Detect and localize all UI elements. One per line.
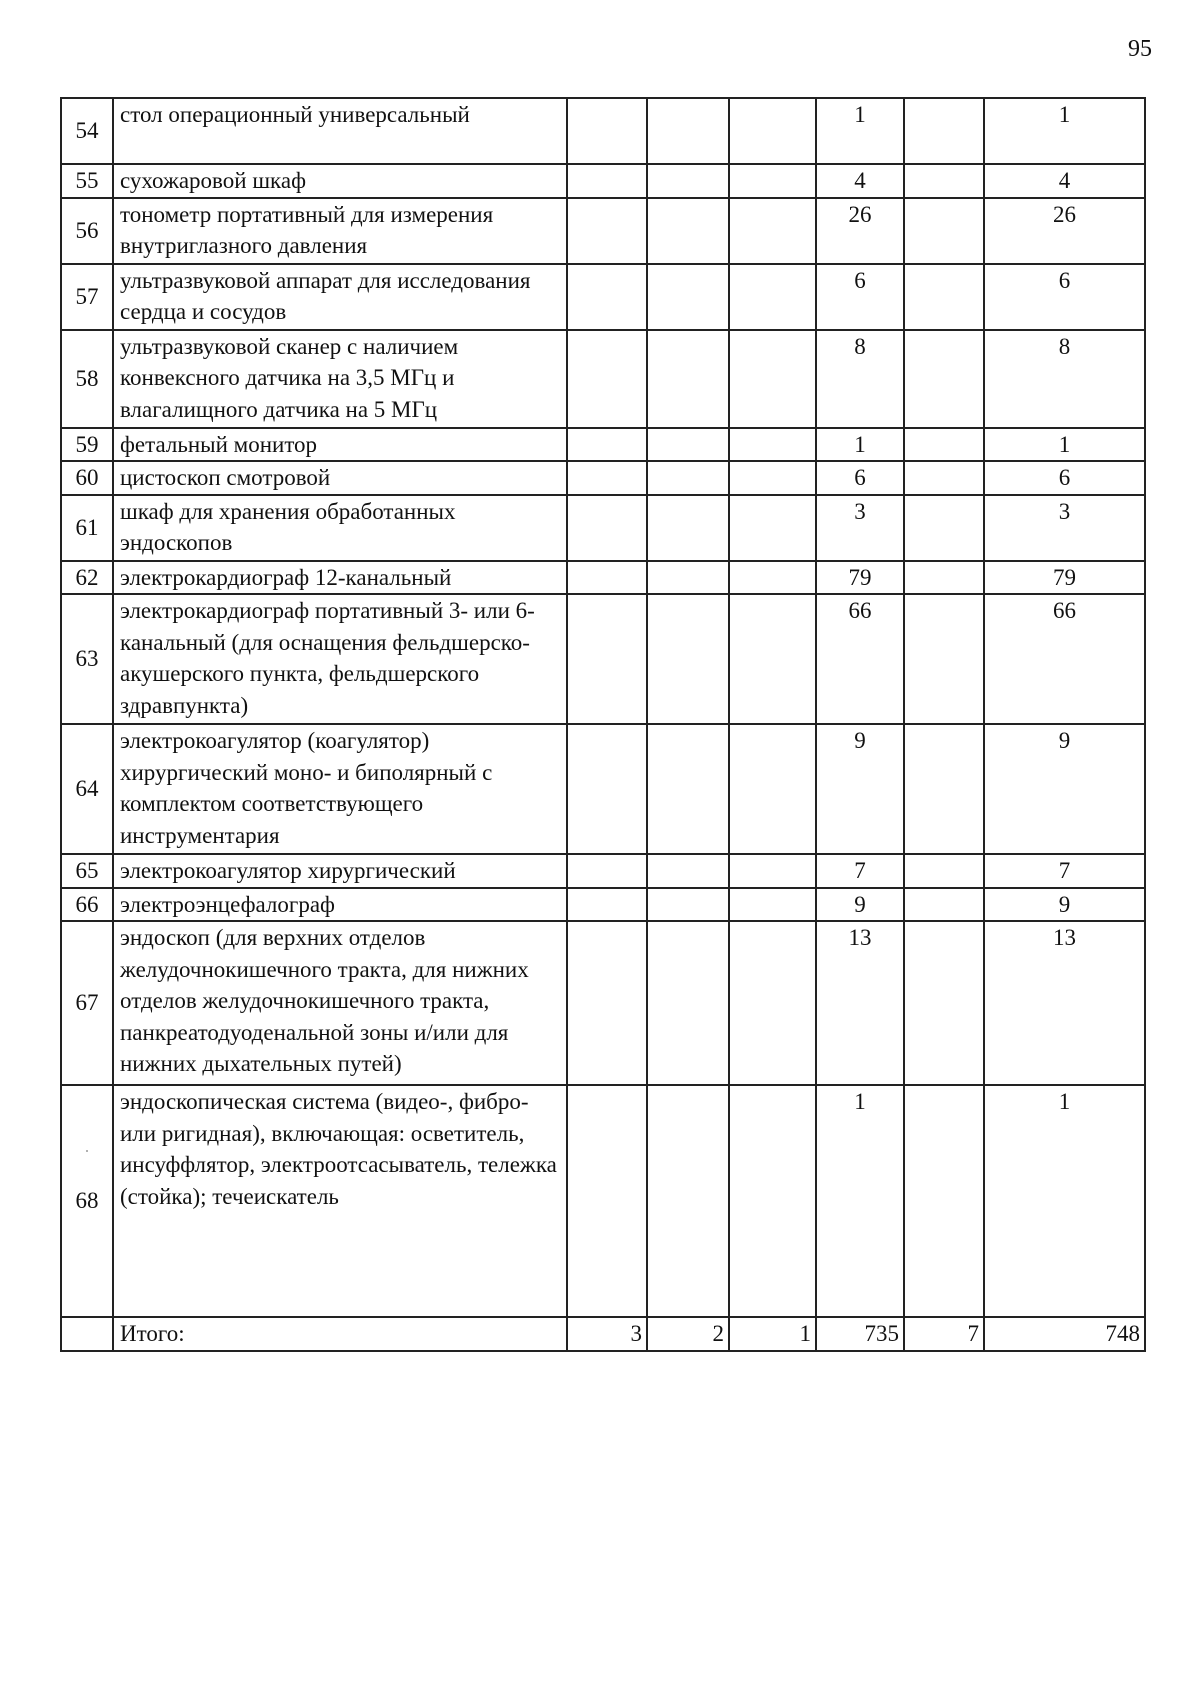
quantity-col-1 [567, 888, 647, 922]
quantity-col-3 [729, 594, 816, 724]
quantity-col-5 [904, 888, 984, 922]
quantity-col-2 [647, 461, 729, 495]
total-label: Итого: [113, 1317, 567, 1351]
quantity-col-2 [647, 198, 729, 264]
quantity-col-6: 1 [984, 428, 1145, 462]
table-row [61, 888, 1145, 922]
equipment-name: эндоскоп (для верхних отделов желудочнокишечного тракта, для нижних отделов желудочнокишечного тракта, панкреатодуоденальной зоны и/или для нижних дыхательных путей) [113, 921, 567, 1085]
equipment-name: ультразвуковой аппарат для исследования сердца и сосудов [113, 264, 567, 330]
table-row [61, 921, 1145, 1085]
quantity-col-1 [567, 854, 647, 888]
quantity-col-2 [647, 495, 729, 561]
quantity-col-6: 9 [984, 724, 1145, 854]
equipment-table-body [61, 98, 1145, 1317]
row-number: 54 [61, 98, 113, 164]
quantity-col-3 [729, 561, 816, 595]
equipment-name: цистоскоп смотровой [113, 461, 567, 495]
page-number: 95 [1128, 36, 1152, 62]
quantity-col-6: 26 [984, 198, 1145, 264]
table-row [61, 854, 1145, 888]
quantity-col-4: 9 [816, 888, 904, 922]
equipment-name: шкаф для хранения обработанных эндоскопов [113, 495, 567, 561]
equipment-name: электрокардиограф 12-канальный [113, 561, 567, 595]
row-number: 57 [61, 264, 113, 330]
quantity-col-4: 66 [816, 594, 904, 724]
table-row [61, 264, 1145, 330]
table-row [61, 594, 1145, 724]
quantity-col-2 [647, 428, 729, 462]
quantity-col-6: 4 [984, 164, 1145, 198]
quantity-col-1 [567, 561, 647, 595]
equipment-name: фетальный монитор [113, 428, 567, 462]
quantity-col-3 [729, 164, 816, 198]
table-row [61, 461, 1145, 495]
equipment-name: электрокоагулятор хирургический [113, 854, 567, 888]
table-row [61, 98, 1145, 164]
quantity-col-1 [567, 164, 647, 198]
equipment-name: стол операционный универсальный [113, 98, 567, 164]
equipment-name: ультразвуковой сканер с наличием конвексного датчика на 3,5 МГц и влагалищного датчика на 5 МГц [113, 330, 567, 428]
table-row [61, 495, 1145, 561]
quantity-col-3 [729, 461, 816, 495]
quantity-col-2 [647, 164, 729, 198]
row-number: 66 [61, 888, 113, 922]
quantity-col-2 [647, 98, 729, 164]
quantity-col-1 [567, 495, 647, 561]
quantity-col-2 [647, 594, 729, 724]
row-number: 63 [61, 594, 113, 724]
equipment-table [60, 97, 1146, 1352]
quantity-col-4: 9 [816, 724, 904, 854]
equipment-name: тонометр портативный для измерения внутриглазного давления [113, 198, 567, 264]
quantity-col-3 [729, 198, 816, 264]
quantity-col-4: 3 [816, 495, 904, 561]
quantity-col-3 [729, 428, 816, 462]
quantity-col-1 [567, 264, 647, 330]
quantity-col-1 [567, 428, 647, 462]
row-number: 55 [61, 164, 113, 198]
quantity-col-3 [729, 330, 816, 428]
quantity-col-6: 6 [984, 264, 1145, 330]
total-col-5: 7 [904, 1317, 984, 1351]
quantity-col-4: 6 [816, 461, 904, 495]
total-col-2: 2 [647, 1317, 729, 1351]
quantity-col-6: 8 [984, 330, 1145, 428]
table-row [61, 428, 1145, 462]
quantity-col-1 [567, 921, 647, 1085]
quantity-col-6: 66 [984, 594, 1145, 724]
row-number: 62 [61, 561, 113, 595]
quantity-col-4: 6 [816, 264, 904, 330]
quantity-col-6: 1 [984, 98, 1145, 164]
quantity-col-5 [904, 428, 984, 462]
equipment-name: сухожаровой шкаф [113, 164, 567, 198]
equipment-name: электрокардиограф портативный 3- или 6-канальный (для оснащения фельдшерско-акушерского пункта, фельдшерского здравпункта) [113, 594, 567, 724]
equipment-name: эндоскопическая система (видео-, фибро- или ригидная), включающая: осветитель, инсуффлятор, электроотсасыватель, тележка (стойка); течеискатель [113, 1085, 567, 1317]
total-col-1: 3 [567, 1317, 647, 1351]
quantity-col-6: 7 [984, 854, 1145, 888]
quantity-col-2 [647, 921, 729, 1085]
quantity-col-3 [729, 264, 816, 330]
quantity-col-2 [647, 888, 729, 922]
quantity-col-5 [904, 495, 984, 561]
quantity-col-4: 13 [816, 921, 904, 1085]
quantity-col-5 [904, 561, 984, 595]
quantity-col-6: 6 [984, 461, 1145, 495]
quantity-col-1 [567, 330, 647, 428]
scan-speck [86, 1150, 88, 1152]
quantity-col-5 [904, 594, 984, 724]
quantity-col-5 [904, 164, 984, 198]
table-row [61, 561, 1145, 595]
quantity-col-1 [567, 594, 647, 724]
equipment-name: электроэнцефалограф [113, 888, 567, 922]
quantity-col-3 [729, 98, 816, 164]
quantity-col-5 [904, 921, 984, 1085]
quantity-col-6: 9 [984, 888, 1145, 922]
quantity-col-5 [904, 330, 984, 428]
row-number: 59 [61, 428, 113, 462]
quantity-col-4: 8 [816, 330, 904, 428]
total-col-4: 735 [816, 1317, 904, 1351]
quantity-col-3 [729, 854, 816, 888]
row-number: 67 [61, 921, 113, 1085]
quantity-col-4: 26 [816, 198, 904, 264]
row-number: 68 [61, 1085, 113, 1317]
row-number: 64 [61, 724, 113, 854]
quantity-col-6: 13 [984, 921, 1145, 1085]
quantity-col-5 [904, 461, 984, 495]
quantity-col-3 [729, 495, 816, 561]
quantity-col-5 [904, 854, 984, 888]
quantity-col-2 [647, 561, 729, 595]
quantity-col-1 [567, 1085, 647, 1317]
table-row [61, 330, 1145, 428]
row-number: 58 [61, 330, 113, 428]
quantity-col-3 [729, 724, 816, 854]
table-row [61, 164, 1145, 198]
quantity-col-6: 79 [984, 561, 1145, 595]
quantity-col-1 [567, 98, 647, 164]
row-number: 61 [61, 495, 113, 561]
table-row [61, 198, 1145, 264]
quantity-col-5 [904, 198, 984, 264]
quantity-col-5 [904, 1085, 984, 1317]
quantity-col-6: 3 [984, 495, 1145, 561]
quantity-col-4: 79 [816, 561, 904, 595]
quantity-col-2 [647, 854, 729, 888]
quantity-col-2 [647, 724, 729, 854]
quantity-col-5 [904, 724, 984, 854]
total-col-6: 748 [984, 1317, 1145, 1351]
table-row [61, 1085, 1145, 1317]
quantity-col-1 [567, 198, 647, 264]
quantity-col-3 [729, 888, 816, 922]
quantity-col-5 [904, 98, 984, 164]
total-row [61, 1317, 1145, 1351]
quantity-col-4: 7 [816, 854, 904, 888]
quantity-col-2 [647, 1085, 729, 1317]
row-number: 65 [61, 854, 113, 888]
quantity-col-4: 1 [816, 98, 904, 164]
row-number: 56 [61, 198, 113, 264]
table-row [61, 724, 1145, 854]
quantity-col-1 [567, 724, 647, 854]
quantity-col-2 [647, 330, 729, 428]
quantity-col-1 [567, 461, 647, 495]
quantity-col-3 [729, 1085, 816, 1317]
equipment-name: электрокоагулятор (коагулятор) хирургический моно- и биполярный с комплектом соответствующего инструментария [113, 724, 567, 854]
quantity-col-5 [904, 264, 984, 330]
quantity-col-4: 1 [816, 1085, 904, 1317]
quantity-col-6: 1 [984, 1085, 1145, 1317]
quantity-col-4: 1 [816, 428, 904, 462]
total-num-cell [61, 1317, 113, 1351]
quantity-col-2 [647, 264, 729, 330]
quantity-col-4: 4 [816, 164, 904, 198]
row-number: 60 [61, 461, 113, 495]
quantity-col-3 [729, 921, 816, 1085]
total-col-3: 1 [729, 1317, 816, 1351]
